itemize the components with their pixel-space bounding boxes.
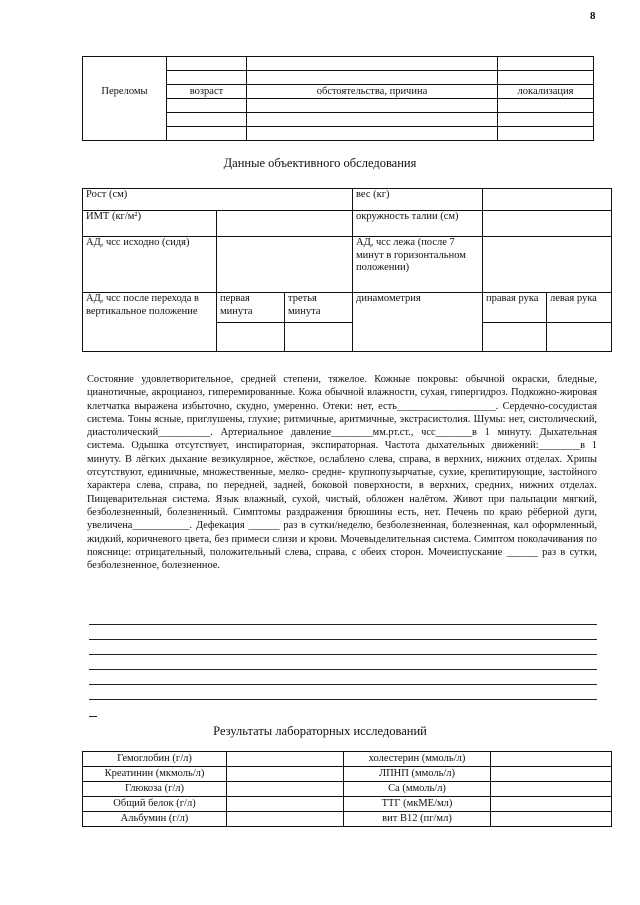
- lab-label: Креатинин (мкмоль/л): [83, 767, 227, 782]
- lab-label: Гемоглобин (г/л): [83, 752, 227, 767]
- waist-label: окружность талии (см): [353, 211, 483, 237]
- table-cell[interactable]: [247, 127, 498, 141]
- write-line[interactable]: [89, 684, 597, 685]
- lab-value-cell[interactable]: [227, 797, 344, 812]
- table-cell[interactable]: [167, 99, 247, 113]
- lab-value-cell[interactable]: [227, 752, 344, 767]
- col-age-header: возраст: [167, 85, 247, 99]
- lab-value-cell[interactable]: [227, 767, 344, 782]
- weight-value-cell[interactable]: [483, 189, 612, 211]
- lab-value-cell[interactable]: [491, 812, 612, 827]
- table-cell[interactable]: [498, 99, 594, 113]
- table-cell[interactable]: [167, 71, 247, 85]
- lab-value-cell[interactable]: [227, 812, 344, 827]
- narrative-paragraph: Состояние удовлетворительное, средней степени, тяжелое. Кожные покровы: обычной окраски, бледные, цианотичные, акроцианоз, гиперемированные. Кожа обычной влажности, сухая, гипергидроз. Подкожно-жировая клетчатка выражена избыточно, скудно, умеренно. Отеки: нет, есть___________________. Сердечно-сосудистая система. Тоны ясные, приглушены, глухие; ритмичные, аритмичные, экстрасистолия. Шумы: нет, систолический, диастолический__________. Артериальное давление________мм.рт.ст., чсс_______в 1 минуту. Дыхательная система. Одышка отсутствует, инспираторная, экспираторная. Частота дыхательных движений:________в 1 минуту. В лёгких дыхание везикулярное, жёсткое, ослаблено слева, справа, в верхних, нижних отделах. Хрипы отсутствуют, единичные, множественные, мелко- средне- крупнопузырчатые, сухие, крепитирующие, застойного характера слева, справа, по передней, задней, боковой поверхности, в верхних, средних, нижних отделах. Пищеварительная система. Язык влажный, сухой, чистый, обложен налётом. Живот при пальпации мягкий, безболезненный, болезненный. Симптомы раздражения брюшины есть, нет. Печень по краю рёберной дуги, увеличена___________. Дефекация ______ раз в сутки/неделю, безболезненная, болезненная, кал оформленный, жидкий, коричневого цвета, без примеси слизи и крови. Мочевыделительная система. Симптом поколачивания по пояснице: отрицательный, положительный слева, справа, с обеих сторон. Мочеиспускание ______ раз в сутки, безболезненное, болезненное.: [87, 374, 597, 572]
- fractures-label-cell: [83, 113, 167, 127]
- bp-vertical-label: АД, чсс после перехода в вертикальное положение: [83, 293, 217, 352]
- table-cell[interactable]: [247, 71, 498, 85]
- fractures-table: [82, 56, 594, 141]
- col-circumstances-header: обстоятельства, причина: [247, 85, 498, 99]
- write-line[interactable]: [89, 669, 597, 670]
- write-line[interactable]: [89, 699, 597, 700]
- lab-results-table: [82, 751, 612, 827]
- fractures-label: Переломы: [83, 85, 167, 99]
- objective-exam-table: [82, 188, 612, 352]
- col-location-header: локализация: [498, 85, 594, 99]
- table-cell[interactable]: [247, 99, 498, 113]
- lab-label: Альбумин (г/л): [83, 812, 227, 827]
- fractures-label-cell: [83, 127, 167, 141]
- lab-value-cell[interactable]: [491, 752, 612, 767]
- bp-sitting-label: АД, чсс исходно (сидя): [83, 237, 217, 293]
- fractures-label-cell: [83, 99, 167, 113]
- objective-exam-heading: Данные объективного обследования: [223, 156, 417, 170]
- lab-label: Глюкоза (г/л): [83, 782, 227, 797]
- bp-sitting-value-cell[interactable]: [217, 237, 353, 293]
- table-cell[interactable]: [498, 113, 594, 127]
- lab-value-cell[interactable]: [491, 767, 612, 782]
- write-line[interactable]: [89, 639, 597, 640]
- lab-label: холестерин (ммоль/л): [344, 752, 491, 767]
- first-minute-value-cell[interactable]: [217, 323, 285, 352]
- table-cell[interactable]: [247, 57, 498, 71]
- bp-lying-value-cell[interactable]: [483, 237, 612, 293]
- dynamometry-label: динамометрия: [353, 293, 483, 352]
- lab-results-heading: Результаты лабораторных исследований: [213, 724, 427, 738]
- first-minute-label: первая минута: [217, 293, 285, 323]
- table-cell[interactable]: [167, 127, 247, 141]
- bmi-label: ИМТ (кг/м²): [83, 211, 217, 237]
- third-minute-label: третья минута: [285, 293, 353, 323]
- bp-lying-label: АД, чсс лежа (после 7 минут в горизонтальном положении): [353, 237, 483, 293]
- lab-label: ТТГ (мкМЕ/мл): [344, 797, 491, 812]
- table-cell[interactable]: [498, 71, 594, 85]
- table-cell[interactable]: [167, 57, 247, 71]
- lab-value-cell[interactable]: [491, 797, 612, 812]
- lab-label: Ca (ммоль/л): [344, 782, 491, 797]
- bmi-value-cell[interactable]: [217, 211, 353, 237]
- table-cell[interactable]: [167, 113, 247, 127]
- lab-value-cell[interactable]: [227, 782, 344, 797]
- weight-label: вес (кг): [353, 189, 483, 211]
- table-cell[interactable]: [498, 57, 594, 71]
- lab-label: вит B12 (пг/мл): [344, 812, 491, 827]
- left-hand-label: левая рука: [547, 293, 612, 323]
- page-number: 8: [590, 10, 596, 22]
- fractures-label-cell: [83, 57, 167, 71]
- write-line[interactable]: [89, 624, 597, 625]
- left-hand-value-cell[interactable]: [547, 323, 612, 352]
- table-cell[interactable]: [247, 113, 498, 127]
- right-hand-value-cell[interactable]: [483, 323, 547, 352]
- exam-narrative: [87, 373, 597, 572]
- lab-value-cell[interactable]: [491, 782, 612, 797]
- lab-label: ЛПНП (ммоль/л): [344, 767, 491, 782]
- fractures-label-cell: [83, 71, 167, 85]
- table-cell[interactable]: [498, 127, 594, 141]
- height-label: Рост (см): [83, 189, 353, 211]
- third-minute-value-cell[interactable]: [285, 323, 353, 352]
- dash-mark: [89, 716, 97, 717]
- waist-value-cell[interactable]: [483, 211, 612, 237]
- right-hand-label: правая рука: [483, 293, 547, 323]
- lab-label: Общий белок (г/л): [83, 797, 227, 812]
- write-line[interactable]: [89, 654, 597, 655]
